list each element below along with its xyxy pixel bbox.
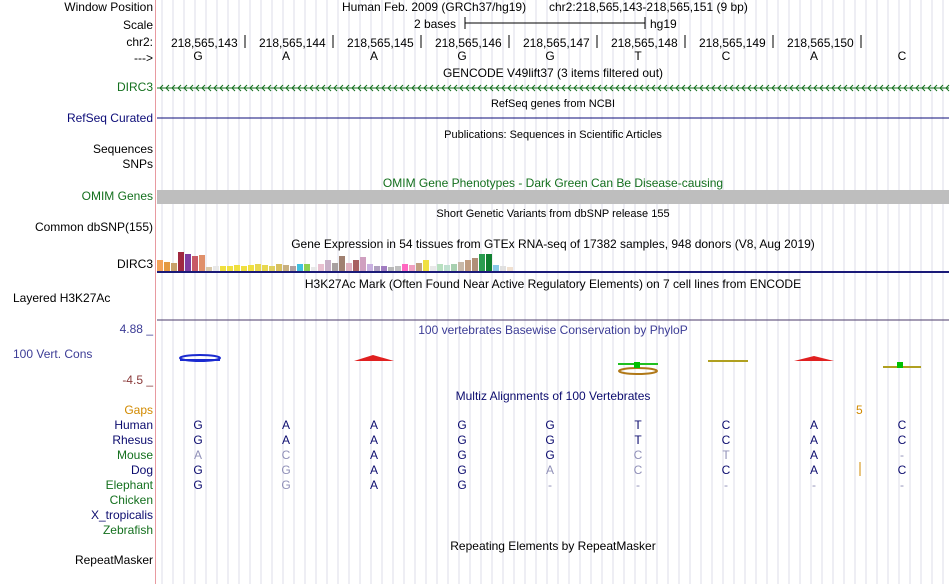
aligned-base: C (721, 418, 731, 432)
aligned-base: T (634, 418, 642, 432)
aligned-base: - (812, 478, 816, 492)
phylop-max-label: 4.88 _ (119, 322, 153, 336)
aligned-base: C (897, 463, 907, 477)
region-title: chr2:218,565,143-218,565,151 (9 bp) (549, 0, 748, 14)
aligned-base: G (457, 448, 467, 462)
aligned-base: - (548, 478, 552, 492)
aligned-base: A (545, 463, 554, 477)
aligned-base: A (809, 463, 818, 477)
aligned-base: G (457, 463, 467, 477)
aligned-base: G (193, 478, 203, 492)
assembly-title: Human Feb. 2009 (GRCh37/hg19) (342, 0, 527, 14)
aligned-base: C (721, 433, 731, 447)
reference-base: G (545, 49, 555, 63)
species-label-elephant[interactable]: Elephant (105, 478, 153, 492)
aligned-base: G (545, 418, 555, 432)
window-position-label: Window Position (64, 0, 153, 14)
ruler-position-label: 218,565,143 (171, 36, 238, 50)
gencode-track-title: GENCODE V49lift37 (3 items filtered out) (442, 66, 664, 80)
strand-direction-label[interactable]: ---> (134, 51, 153, 65)
gtex-track-title: Gene Expression in 54 tissues from GTEx RNA-seq of 17382 samples, 948 donors (V8, Aug 2019) (291, 237, 815, 251)
aligned-base: G (545, 433, 555, 447)
dbsnp-track-title: Short Genetic Variants from dbSNP release 155 (436, 208, 670, 220)
omim-genes-track-label[interactable]: OMIM Genes (81, 189, 153, 203)
aligned-base: A (809, 418, 818, 432)
ruler-position-label: 218,565,145 (347, 36, 414, 50)
species-label-x_tropicalis[interactable]: X_tropicalis (90, 508, 153, 522)
common-dbsnp-track-label[interactable]: Common dbSNP(155) (34, 220, 153, 234)
aligned-base: G (281, 478, 291, 492)
vert-cons-track-label[interactable]: 100 Vert. Cons (13, 347, 93, 361)
h3k27ac-track-title: H3K27Ac Mark (Often Found Near Active Regulatory Elements) on 7 cell lines from ENCODE (304, 277, 802, 291)
multiz-track-title: Multiz Alignments of 100 Vertebrates (455, 389, 651, 403)
reference-base: A (281, 49, 290, 63)
ruler-position-label: 218,565,147 (523, 36, 590, 50)
aligned-base: A (369, 463, 378, 477)
aligned-base: C (633, 448, 643, 462)
scale-bar-label: 2 bases (414, 17, 457, 31)
aligned-base: C (281, 448, 291, 462)
species-label-rhesus[interactable]: Rhesus (112, 433, 153, 447)
aligned-base: T (634, 433, 642, 447)
ruler-position-label: 218,565,144 (259, 36, 326, 50)
aligned-base: A (193, 448, 202, 462)
reference-base: A (809, 49, 818, 63)
aligned-base: T (722, 448, 730, 462)
phylop-track-title: 100 vertebrates Basewise Conservation by PhyloP (418, 323, 688, 337)
reference-base: G (457, 49, 467, 63)
scale-db-label: hg19 (650, 17, 677, 31)
ruler-position-label: 218,565,150 (787, 36, 854, 50)
gtex-track-label[interactable]: DIRC3 (116, 257, 153, 271)
aligned-base: G (545, 448, 555, 462)
aligned-base: G (193, 463, 203, 477)
omim-track-title: OMIM Gene Phenotypes - Dark Green Can Be Disease-causing (382, 176, 724, 190)
phylop-min-label: -4.5 _ (122, 373, 153, 387)
aligned-base: G (457, 478, 467, 492)
aligned-base: G (457, 433, 467, 447)
aligned-base: - (900, 478, 904, 492)
aligned-base: C (633, 463, 643, 477)
snps-track-label[interactable]: SNPs (122, 157, 153, 171)
aligned-base: A (809, 448, 818, 462)
aligned-base: G (193, 433, 203, 447)
aligned-base: C (721, 463, 731, 477)
aligned-base: - (900, 448, 904, 462)
refseq-track-title: RefSeq genes from NCBI (490, 98, 616, 110)
h3k27ac-track-label[interactable]: Layered H3K27Ac (13, 291, 111, 305)
ruler-position-label: 218,565,149 (699, 36, 766, 50)
reference-base: C (897, 49, 907, 63)
reference-base: G (193, 49, 203, 63)
reference-base: C (721, 49, 731, 63)
aligned-base: A (281, 418, 290, 432)
aligned-base: C (897, 418, 907, 432)
sequences-track-label[interactable]: Sequences (92, 142, 153, 156)
ruler-position-label: 218,565,148 (611, 36, 678, 50)
chromosome-label: chr2: (126, 35, 153, 49)
aligned-base: G (281, 463, 291, 477)
reference-base: T (634, 49, 642, 63)
aligned-base: - (724, 478, 728, 492)
aligned-base: A (369, 433, 378, 447)
aligned-base: A (369, 478, 378, 492)
aligned-base: - (636, 478, 640, 492)
reference-base: A (369, 49, 378, 63)
publications-track-title: Publications: Sequences in Scientific Articles (444, 129, 662, 141)
scale-label: Scale (122, 18, 153, 32)
aligned-base: A (369, 418, 378, 432)
aligned-base: C (897, 433, 907, 447)
aligned-base: A (281, 433, 290, 447)
refseq-track-label[interactable]: RefSeq Curated (66, 111, 153, 125)
species-label-chicken[interactable]: Chicken (109, 493, 153, 507)
aligned-base: A (809, 433, 818, 447)
gap-count-value: 5 (856, 403, 863, 417)
aligned-base: A (369, 448, 378, 462)
gaps-label: Gaps (124, 403, 153, 417)
aligned-base: G (193, 418, 203, 432)
species-label-zebrafish[interactable]: Zebrafish (102, 523, 153, 537)
species-label-mouse[interactable]: Mouse (116, 448, 153, 462)
repeatmasker-track-title: Repeating Elements by RepeatMasker (450, 539, 656, 553)
species-label-dog[interactable]: Dog (130, 463, 153, 477)
species-label-human[interactable]: Human (114, 418, 153, 432)
ruler-position-label: 218,565,146 (435, 36, 502, 50)
repeatmasker-track-label[interactable]: RepeatMasker (74, 553, 153, 567)
gencode-track-label[interactable]: DIRC3 (116, 80, 153, 94)
aligned-base: G (457, 418, 467, 432)
